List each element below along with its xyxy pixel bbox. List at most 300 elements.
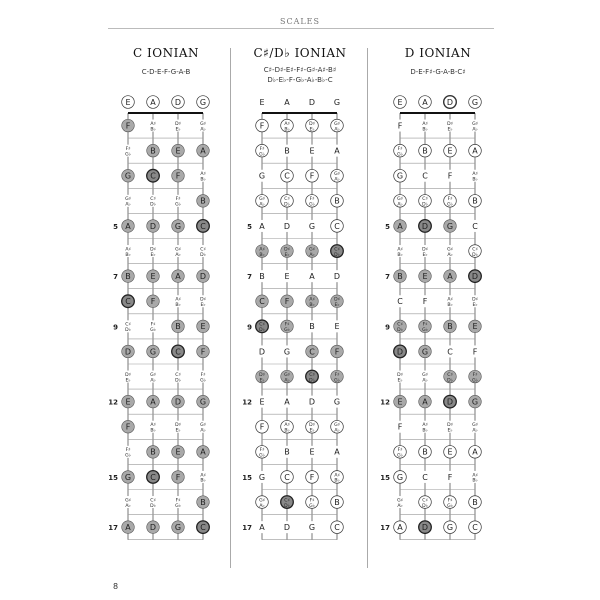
fret-note bbox=[122, 521, 135, 534]
note-label: C bbox=[284, 171, 290, 181]
note-label: G bbox=[124, 171, 132, 181]
fret-note bbox=[197, 521, 210, 534]
fret-note bbox=[419, 446, 432, 459]
fret-note bbox=[172, 371, 184, 384]
note-label-flat: A♭ bbox=[175, 252, 181, 258]
note-label-flat: B♭ bbox=[422, 127, 428, 133]
note-label-flat: B♭ bbox=[447, 303, 453, 309]
note-label: G bbox=[124, 472, 132, 482]
note-label-flat: A♭ bbox=[259, 503, 265, 509]
note-label: D bbox=[421, 221, 429, 231]
open-string-note bbox=[444, 96, 457, 109]
fret-note bbox=[394, 195, 407, 208]
note-label-flat: G♭ bbox=[175, 202, 181, 208]
note-label-sharp: G♯ bbox=[150, 372, 156, 378]
fret-number: 5 bbox=[113, 222, 119, 231]
fret-note bbox=[444, 320, 457, 333]
fret-note bbox=[419, 245, 431, 258]
note-label-flat: E♭ bbox=[284, 252, 290, 258]
fret-note bbox=[394, 471, 407, 484]
note-label-sharp: F♯ bbox=[175, 498, 181, 504]
fret-note bbox=[419, 471, 431, 483]
fret-note bbox=[281, 521, 293, 533]
note-label-flat: A♭ bbox=[200, 428, 206, 434]
fret-note bbox=[394, 120, 406, 132]
note-label: A bbox=[334, 447, 340, 457]
note-label-flat: G♭ bbox=[447, 503, 453, 509]
note-label-flat: G♭ bbox=[309, 503, 315, 509]
fret-note bbox=[256, 496, 269, 509]
scale-title: C♯/D♭ IONIAN bbox=[253, 46, 347, 60]
note-label-flat: B♭ bbox=[334, 478, 340, 484]
fret-note bbox=[306, 295, 319, 308]
note-label: D bbox=[471, 272, 479, 282]
note-label: C bbox=[125, 297, 131, 307]
note-label-sharp: F♯ bbox=[200, 372, 206, 378]
note-label-sharp: F♯ bbox=[309, 498, 315, 504]
note-label: G bbox=[199, 397, 207, 407]
note-label-flat: E♭ bbox=[125, 378, 131, 384]
note-label: D bbox=[308, 97, 316, 107]
note-label-sharp: D♯ bbox=[125, 372, 131, 378]
note-label-flat: E♭ bbox=[447, 428, 453, 434]
note-label: E bbox=[200, 322, 206, 332]
note-label: G bbox=[396, 171, 404, 181]
fret-note bbox=[122, 220, 135, 233]
scale-notes: D-E-F♯-G-A-B-C♯ bbox=[410, 68, 466, 76]
note-label-sharp: A♯ bbox=[422, 423, 428, 429]
fret-number: 9 bbox=[385, 323, 391, 332]
fret-note bbox=[281, 245, 294, 258]
note-label-sharp: D♯ bbox=[472, 297, 478, 303]
note-label: A bbox=[334, 146, 340, 156]
note-label: A bbox=[472, 146, 478, 156]
note-label-sharp: F♯ bbox=[125, 147, 131, 153]
fret-note bbox=[172, 320, 185, 333]
section-header bbox=[0, 17, 600, 26]
note-label: B bbox=[447, 322, 453, 332]
fret-note bbox=[147, 446, 160, 459]
fret-note bbox=[172, 120, 184, 133]
note-label: F bbox=[422, 297, 428, 307]
fret-note bbox=[197, 245, 209, 258]
fret-note bbox=[394, 320, 407, 333]
fret-note bbox=[394, 395, 407, 408]
fret-note bbox=[256, 320, 269, 333]
note-label-flat: D♭ bbox=[200, 252, 206, 258]
fret-note bbox=[331, 396, 343, 408]
note-label-flat: E♭ bbox=[309, 428, 315, 434]
note-label-sharp: D♯ bbox=[284, 247, 290, 253]
fret-note bbox=[419, 120, 431, 133]
fret-note bbox=[331, 471, 344, 484]
fret-note bbox=[394, 245, 406, 258]
note-label: D bbox=[283, 523, 291, 533]
fret-note bbox=[281, 119, 294, 132]
note-label-flat: D♭ bbox=[422, 202, 428, 208]
scale-notes-flats: D♭-E♭-F-G♭-A♭-B♭-C bbox=[267, 76, 333, 84]
fret-note bbox=[306, 169, 319, 182]
note-label: C bbox=[309, 347, 315, 357]
fret-note bbox=[147, 496, 159, 509]
note-label-flat: E♭ bbox=[447, 127, 453, 133]
note-label-sharp: F♯ bbox=[447, 197, 453, 203]
note-label-sharp: C♯ bbox=[200, 247, 206, 253]
note-label: E bbox=[447, 146, 453, 156]
note-label: C bbox=[150, 472, 156, 482]
fret-note bbox=[419, 345, 432, 358]
note-label: E bbox=[150, 272, 156, 282]
note-label: G bbox=[174, 523, 182, 533]
note-label-flat: B♭ bbox=[200, 478, 206, 484]
fret-note bbox=[197, 345, 210, 358]
note-label-flat: D♭ bbox=[284, 503, 290, 509]
note-label-sharp: C♯ bbox=[422, 197, 428, 203]
open-string-note bbox=[419, 96, 432, 109]
note-label: A bbox=[447, 272, 453, 282]
note-label-sharp: A♯ bbox=[284, 121, 290, 127]
fret-note bbox=[256, 119, 269, 132]
note-label: D bbox=[446, 397, 454, 407]
fret-number: 5 bbox=[385, 222, 391, 231]
fret-number: 7 bbox=[247, 273, 253, 282]
note-label: C bbox=[284, 472, 290, 482]
note-label: G bbox=[308, 221, 316, 231]
fret-note bbox=[256, 471, 268, 483]
note-label-sharp: C♯ bbox=[175, 372, 181, 378]
note-label: G bbox=[421, 347, 429, 357]
note-label-flat: D♭ bbox=[175, 378, 181, 384]
note-label-sharp: A♯ bbox=[309, 297, 315, 303]
note-label-sharp: C♯ bbox=[397, 322, 403, 328]
note-label: A bbox=[472, 447, 478, 457]
fret-note bbox=[419, 270, 432, 283]
fret-number: 15 bbox=[242, 473, 253, 482]
note-label-flat: A♭ bbox=[284, 378, 290, 384]
fret-note bbox=[469, 195, 482, 208]
fret-note bbox=[122, 496, 134, 509]
note-label-flat: E♭ bbox=[200, 303, 206, 309]
note-label-flat: D♭ bbox=[334, 252, 340, 258]
fret-note bbox=[256, 396, 268, 408]
fret-note bbox=[444, 270, 457, 283]
note-label: C bbox=[175, 347, 181, 357]
note-label: C bbox=[334, 523, 340, 533]
open-string-note bbox=[147, 96, 160, 109]
fret-note bbox=[172, 395, 185, 408]
fret-note bbox=[256, 195, 269, 208]
fret-note bbox=[147, 295, 160, 308]
note-label-flat: B♭ bbox=[284, 127, 290, 133]
fret-number: 5 bbox=[247, 222, 253, 231]
note-label-flat: E♭ bbox=[422, 252, 428, 258]
note-label-flat: E♭ bbox=[397, 378, 403, 384]
fret-note bbox=[197, 371, 209, 384]
note-label-flat: D♭ bbox=[150, 202, 156, 208]
note-label: G bbox=[258, 171, 266, 181]
section-header-label: SCALES bbox=[274, 17, 326, 26]
note-label: D bbox=[149, 221, 157, 231]
note-label-flat: E♭ bbox=[472, 303, 478, 309]
fret-note bbox=[256, 295, 269, 308]
fret-note bbox=[419, 170, 431, 182]
fret-note bbox=[469, 270, 482, 283]
fret-note bbox=[331, 220, 344, 233]
fret-note bbox=[306, 396, 318, 408]
note-label-flat: B♭ bbox=[150, 127, 156, 133]
fret-note bbox=[306, 496, 319, 509]
note-label: C bbox=[472, 523, 478, 533]
note-label: G bbox=[333, 397, 341, 407]
note-label: E bbox=[472, 322, 478, 332]
fret-number: 9 bbox=[113, 323, 119, 332]
note-label: E bbox=[284, 272, 290, 282]
fret-note bbox=[197, 295, 209, 308]
note-label: G bbox=[396, 472, 404, 482]
note-label: G bbox=[308, 523, 316, 533]
fret-note bbox=[147, 220, 160, 233]
note-label-flat: B♭ bbox=[422, 428, 428, 434]
note-label: G bbox=[471, 397, 479, 407]
note-label-sharp: C♯ bbox=[284, 197, 290, 203]
fret-note bbox=[122, 345, 135, 358]
note-label-sharp: A♯ bbox=[175, 297, 181, 303]
note-label-flat: G♭ bbox=[175, 503, 181, 509]
fret-note bbox=[172, 496, 184, 509]
note-label: C bbox=[150, 171, 156, 181]
fret-note bbox=[394, 144, 407, 157]
note-label-flat: E♭ bbox=[150, 252, 156, 258]
fret-number: 15 bbox=[108, 473, 119, 482]
fret-note bbox=[256, 270, 268, 282]
fret-note bbox=[172, 421, 184, 434]
fret-note bbox=[444, 170, 456, 182]
fret-note bbox=[122, 245, 134, 258]
note-label: F bbox=[150, 297, 156, 307]
note-label-flat: G♭ bbox=[259, 453, 265, 459]
open-string-note bbox=[331, 96, 343, 108]
note-label: E bbox=[397, 397, 403, 407]
note-label: E bbox=[397, 97, 403, 107]
fret-number: 12 bbox=[242, 398, 253, 407]
note-label: D bbox=[396, 347, 404, 357]
fret-number: 17 bbox=[380, 524, 391, 533]
fret-note bbox=[331, 370, 344, 383]
note-label: A bbox=[125, 221, 131, 231]
note-label: A bbox=[259, 221, 265, 231]
fret-note bbox=[122, 195, 134, 208]
header-rule bbox=[108, 28, 494, 29]
note-label: C bbox=[422, 472, 428, 482]
fret-note bbox=[147, 395, 160, 408]
fret-note bbox=[172, 245, 184, 258]
note-label-flat: G♭ bbox=[397, 152, 403, 158]
note-label-sharp: F♯ bbox=[397, 448, 403, 454]
fret-note bbox=[197, 446, 210, 459]
fret-note bbox=[147, 521, 160, 534]
fret-number: 12 bbox=[380, 398, 391, 407]
fret-note bbox=[281, 446, 293, 458]
note-label-sharp: A♯ bbox=[334, 473, 340, 479]
note-label-sharp: D♯ bbox=[447, 423, 453, 429]
fret-note bbox=[197, 270, 210, 283]
note-label: B bbox=[259, 272, 265, 282]
note-label-sharp: F♯ bbox=[309, 197, 315, 203]
fret-note bbox=[444, 395, 457, 408]
note-label: F bbox=[125, 121, 131, 131]
note-label: G bbox=[258, 472, 266, 482]
fret-note bbox=[256, 345, 268, 357]
fret-note bbox=[281, 471, 294, 484]
note-label: E bbox=[125, 397, 131, 407]
note-label-sharp: G♯ bbox=[334, 121, 340, 127]
note-label-flat: G♭ bbox=[334, 378, 340, 384]
fret-note bbox=[469, 245, 482, 258]
fret-number: 12 bbox=[108, 398, 119, 407]
fret-note bbox=[469, 220, 481, 232]
note-label-sharp: F♯ bbox=[259, 448, 265, 454]
note-label-flat: B♭ bbox=[309, 303, 315, 309]
note-label: B bbox=[150, 146, 156, 156]
fret-note bbox=[331, 145, 343, 157]
note-label-sharp: G♯ bbox=[309, 247, 315, 253]
note-label: D bbox=[149, 523, 157, 533]
fret-note bbox=[122, 295, 135, 308]
note-label: D bbox=[333, 272, 341, 282]
fret-note bbox=[256, 370, 269, 383]
fret-note bbox=[197, 144, 210, 157]
fret-note bbox=[197, 220, 210, 233]
note-label-sharp: A♯ bbox=[200, 172, 206, 178]
note-label-flat: A♭ bbox=[334, 127, 340, 133]
fret-note bbox=[469, 370, 482, 383]
fret-note bbox=[147, 371, 159, 384]
note-label-flat: A♭ bbox=[334, 428, 340, 434]
fret-note bbox=[197, 195, 210, 208]
fret-note bbox=[306, 145, 318, 157]
fret-note bbox=[256, 521, 268, 533]
fret-note bbox=[394, 345, 407, 358]
fret-note bbox=[172, 446, 185, 459]
fret-note bbox=[419, 395, 432, 408]
fret-note bbox=[419, 371, 431, 384]
note-label: G bbox=[446, 523, 454, 533]
fret-note bbox=[281, 270, 293, 282]
note-label-sharp: F♯ bbox=[472, 372, 478, 378]
note-label: C bbox=[447, 347, 453, 357]
note-label-sharp: G♯ bbox=[397, 498, 403, 504]
note-label-flat: A♭ bbox=[397, 202, 403, 208]
fret-note bbox=[331, 295, 344, 308]
note-label-flat: B♭ bbox=[150, 428, 156, 434]
note-label: F bbox=[175, 171, 181, 181]
note-label: B bbox=[284, 447, 290, 457]
note-label-flat: A♭ bbox=[397, 503, 403, 509]
note-label: E bbox=[175, 447, 181, 457]
note-label: E bbox=[447, 447, 453, 457]
fret-note bbox=[419, 195, 432, 208]
fret-note bbox=[444, 421, 456, 434]
fretboard-grid bbox=[259, 113, 340, 540]
fret-note bbox=[444, 496, 457, 509]
note-label: A bbox=[200, 447, 206, 457]
note-label-flat: E♭ bbox=[175, 127, 181, 133]
note-label: G bbox=[199, 97, 207, 107]
fret-note bbox=[331, 169, 344, 182]
fret-note bbox=[306, 521, 318, 533]
note-label: B bbox=[422, 146, 428, 156]
fretboard-diagram bbox=[106, 46, 226, 546]
note-label-flat: G♭ bbox=[309, 202, 315, 208]
fret-note bbox=[147, 144, 160, 157]
fret-number: 7 bbox=[385, 273, 391, 282]
note-label: F bbox=[259, 422, 265, 432]
note-label-sharp: F♯ bbox=[125, 448, 131, 454]
fret-note bbox=[147, 195, 159, 208]
note-label: A bbox=[309, 272, 315, 282]
fret-note bbox=[256, 144, 269, 157]
note-label-sharp: C♯ bbox=[150, 197, 156, 203]
note-label: B bbox=[150, 447, 156, 457]
note-label: D bbox=[174, 397, 182, 407]
fret-note bbox=[306, 245, 319, 258]
note-label-flat: D♭ bbox=[150, 503, 156, 509]
note-label-sharp: G♯ bbox=[472, 423, 478, 429]
fret-note bbox=[331, 496, 344, 509]
fret-note bbox=[331, 420, 344, 433]
note-label: B bbox=[472, 196, 478, 206]
fret-note bbox=[419, 496, 432, 509]
note-label-flat: G♭ bbox=[125, 453, 131, 459]
fretboard-grid bbox=[397, 113, 478, 540]
fret-note bbox=[306, 471, 319, 484]
fret-note bbox=[444, 521, 457, 534]
note-label: F bbox=[284, 297, 290, 307]
note-label: A bbox=[397, 523, 403, 533]
note-label-flat: B♭ bbox=[472, 478, 478, 484]
note-label: F bbox=[447, 171, 453, 181]
fret-note bbox=[444, 446, 457, 459]
fret-note bbox=[469, 320, 482, 333]
fret-note bbox=[394, 295, 406, 307]
note-label-flat: E♭ bbox=[259, 378, 265, 384]
note-label: D bbox=[283, 221, 291, 231]
note-label-sharp: D♯ bbox=[397, 372, 403, 378]
note-label: G bbox=[471, 97, 479, 107]
open-string-note bbox=[197, 96, 210, 109]
note-label: A bbox=[259, 523, 265, 533]
note-label-flat: B♭ bbox=[125, 252, 131, 258]
note-label-sharp: F♯ bbox=[422, 322, 428, 328]
note-label-flat: A♭ bbox=[422, 378, 428, 384]
fret-note bbox=[147, 169, 160, 182]
fret-note bbox=[469, 421, 481, 434]
note-label: A bbox=[422, 397, 428, 407]
fret-note bbox=[469, 170, 481, 183]
fret-note bbox=[306, 195, 319, 208]
fret-note bbox=[444, 345, 456, 357]
note-label: F bbox=[309, 472, 315, 482]
scale-notes: C-D-E-F-G-A-B bbox=[141, 68, 191, 76]
note-label-sharp: A♯ bbox=[125, 247, 131, 253]
note-label-sharp: A♯ bbox=[150, 423, 156, 429]
note-label-sharp: G♯ bbox=[422, 372, 428, 378]
note-label: B bbox=[284, 146, 290, 156]
note-label-sharp: D♯ bbox=[422, 247, 428, 253]
note-label-flat: A♭ bbox=[447, 252, 453, 258]
fret-note bbox=[469, 395, 482, 408]
fret-note bbox=[306, 220, 318, 232]
